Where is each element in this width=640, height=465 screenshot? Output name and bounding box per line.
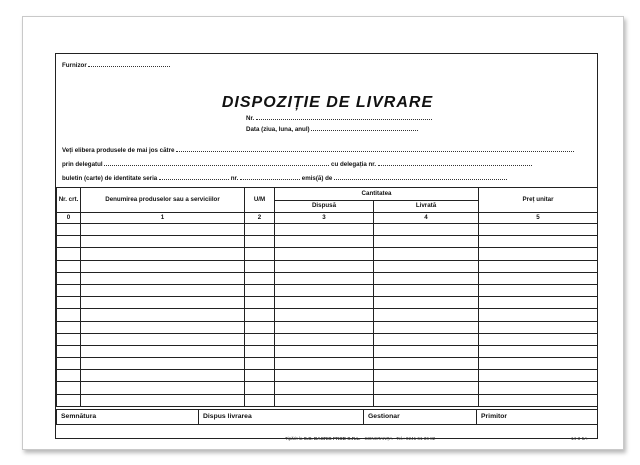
table-cell[interactable]	[275, 370, 374, 382]
table-cell[interactable]	[479, 394, 598, 406]
column-number: 3	[275, 213, 374, 224]
footer-semnatura: Semnătura	[57, 410, 199, 425]
table-cell[interactable]	[275, 333, 374, 345]
table-cell[interactable]	[81, 394, 245, 406]
table-cell[interactable]	[57, 236, 81, 248]
table-cell[interactable]	[245, 272, 275, 284]
table-cell[interactable]	[275, 345, 374, 357]
table-cell[interactable]	[57, 260, 81, 272]
table-row	[57, 333, 598, 345]
header-um: U/M	[245, 188, 275, 213]
nr-label: Nr.	[246, 115, 255, 122]
table-row	[57, 382, 598, 394]
table-cell[interactable]	[245, 382, 275, 394]
nr-field[interactable]	[256, 114, 432, 120]
table-row	[57, 260, 598, 272]
table-cell[interactable]	[245, 394, 275, 406]
furnizor-label: Furnizor	[62, 62, 87, 69]
table-row	[57, 284, 598, 296]
table-row	[57, 358, 598, 370]
table-cell[interactable]	[275, 248, 374, 260]
table-cell[interactable]	[81, 284, 245, 296]
table-cell[interactable]	[479, 272, 598, 284]
table-cell[interactable]	[57, 370, 81, 382]
header-cantitatea: Cantitatea	[275, 188, 479, 201]
id-nr-field[interactable]	[240, 174, 300, 180]
table-cell[interactable]	[57, 248, 81, 260]
table-row	[57, 321, 598, 333]
table-cell[interactable]	[275, 358, 374, 370]
table-cell[interactable]	[81, 382, 245, 394]
footer-dispus: Dispus livrarea	[199, 410, 364, 425]
table-row	[57, 224, 598, 236]
printer-prefix: Tipărit la	[285, 436, 303, 441]
table-cell[interactable]	[81, 370, 245, 382]
recipient-label: Veți elibera produsele de mai jos către	[62, 147, 175, 154]
table-cell[interactable]	[245, 297, 275, 309]
table-cell[interactable]	[57, 321, 81, 333]
table-cell[interactable]	[81, 236, 245, 248]
signature-footer	[56, 409, 598, 425]
delegation-field[interactable]	[378, 160, 532, 166]
table-cell[interactable]	[81, 333, 245, 345]
products-table	[56, 187, 598, 407]
printer-credit	[285, 436, 435, 441]
column-number: 2	[245, 213, 275, 224]
table-cell[interactable]	[275, 321, 374, 333]
data-field[interactable]	[311, 125, 418, 131]
table-cell[interactable]	[57, 394, 81, 406]
data-line	[246, 125, 418, 133]
table-cell[interactable]	[57, 284, 81, 296]
table-cell[interactable]	[479, 321, 598, 333]
table-cell[interactable]	[374, 236, 479, 248]
id-series-field[interactable]	[159, 174, 229, 180]
recipient-line	[62, 146, 574, 154]
header-pret: Preț unitar	[479, 188, 598, 213]
issued-by-field[interactable]	[334, 174, 507, 180]
table-cell[interactable]	[479, 382, 598, 394]
table-cell[interactable]	[245, 284, 275, 296]
form-code: 14-3-5A	[571, 436, 588, 441]
table-cell[interactable]	[479, 224, 598, 236]
table-cell[interactable]	[245, 236, 275, 248]
column-number: 4	[374, 213, 479, 224]
table-cell[interactable]	[275, 309, 374, 321]
table-cell[interactable]	[374, 333, 479, 345]
table-cell[interactable]	[81, 272, 245, 284]
table-cell[interactable]	[374, 394, 479, 406]
table-cell[interactable]	[57, 297, 81, 309]
table-cell[interactable]	[374, 297, 479, 309]
table-cell[interactable]	[374, 284, 479, 296]
table-cell[interactable]	[374, 248, 479, 260]
table-row	[57, 248, 598, 260]
table-cell[interactable]	[479, 358, 598, 370]
table-cell[interactable]	[57, 224, 81, 236]
delegate-label: prin delegatul	[62, 161, 103, 168]
footer-gestionar: Gestionar	[364, 410, 477, 425]
issued-by-label: emis(ă) de	[301, 175, 333, 182]
furnizor-field[interactable]	[88, 61, 170, 67]
table-row	[57, 309, 598, 321]
table-cell[interactable]	[245, 260, 275, 272]
table-cell[interactable]	[245, 345, 275, 357]
table-cell[interactable]	[374, 358, 479, 370]
delivery-form	[55, 53, 598, 439]
table-row	[57, 345, 598, 357]
table-cell[interactable]	[245, 248, 275, 260]
table-cell[interactable]	[479, 260, 598, 272]
table-cell[interactable]	[275, 284, 374, 296]
id-line	[62, 174, 507, 182]
table-cell[interactable]	[81, 345, 245, 357]
table-cell[interactable]	[81, 321, 245, 333]
table-row	[57, 297, 598, 309]
column-number: 5	[479, 213, 598, 224]
table-cell[interactable]	[57, 333, 81, 345]
page-title: DISPOZIȚIE DE LIVRARE	[221, 94, 434, 111]
delegate-field[interactable]	[104, 160, 329, 166]
table-cell[interactable]	[374, 272, 479, 284]
table-cell[interactable]	[479, 309, 598, 321]
table-row	[57, 272, 598, 284]
printer-suffix: - CONSTANȚA - Tel.: 0241 61 36 82	[361, 436, 436, 441]
nr-line	[246, 114, 432, 122]
table-cell[interactable]	[479, 370, 598, 382]
table-cell[interactable]	[81, 358, 245, 370]
table-cell[interactable]	[245, 370, 275, 382]
table-cell[interactable]	[81, 248, 245, 260]
table-cell[interactable]	[245, 224, 275, 236]
column-number: 0	[57, 213, 81, 224]
table-cell[interactable]	[275, 224, 374, 236]
table-cell[interactable]	[57, 272, 81, 284]
table-cell[interactable]	[479, 297, 598, 309]
table-cell[interactable]	[479, 248, 598, 260]
header-nr-crt: Nr. crt.	[57, 188, 81, 213]
delegate-line	[62, 160, 532, 168]
id-nr-label: nr.	[230, 175, 239, 182]
table-row	[57, 236, 598, 248]
table-cell[interactable]	[479, 284, 598, 296]
recipient-field[interactable]	[176, 146, 574, 152]
table-cell[interactable]	[81, 309, 245, 321]
table-cell[interactable]	[81, 224, 245, 236]
id-series-label: buletin (carte) de identitate seria	[62, 175, 158, 182]
table-cell[interactable]	[57, 358, 81, 370]
header-livrata: Livrată	[374, 201, 479, 213]
table-cell[interactable]	[374, 345, 479, 357]
table-cell[interactable]	[275, 394, 374, 406]
table-cell[interactable]	[57, 345, 81, 357]
table-cell[interactable]	[275, 272, 374, 284]
table-cell[interactable]	[245, 333, 275, 345]
blank-rows	[57, 224, 598, 407]
table-cell[interactable]	[57, 382, 81, 394]
table-cell[interactable]	[245, 321, 275, 333]
header-denumire: Denumirea produselor sau a serviciilor	[81, 188, 245, 213]
table-cell[interactable]	[275, 260, 374, 272]
table-cell[interactable]	[81, 260, 245, 272]
table-cell[interactable]	[245, 309, 275, 321]
table-cell[interactable]	[374, 382, 479, 394]
table-cell[interactable]	[275, 297, 374, 309]
column-number: 1	[81, 213, 245, 224]
table-cell[interactable]	[275, 382, 374, 394]
delegation-label: cu delegația nr.	[331, 161, 377, 168]
printer-name: S.C. DACRIS PROD S.R.L.	[303, 436, 361, 441]
table-cell[interactable]	[374, 224, 479, 236]
table-cell[interactable]	[374, 309, 479, 321]
data-label: Data (ziua, luna, anul)	[246, 126, 310, 133]
table-cell[interactable]	[57, 309, 81, 321]
table-row	[57, 394, 598, 406]
header-dispusa: Dispusă	[275, 201, 374, 213]
table-cell[interactable]	[479, 333, 598, 345]
table-cell[interactable]	[374, 260, 479, 272]
form-sheet	[22, 16, 624, 450]
table-cell[interactable]	[81, 297, 245, 309]
footer-primitor: Primitor	[477, 410, 598, 425]
table-cell[interactable]	[479, 236, 598, 248]
table-cell[interactable]	[374, 370, 479, 382]
table-cell[interactable]	[275, 236, 374, 248]
table-cell[interactable]	[479, 345, 598, 357]
table-cell[interactable]	[245, 358, 275, 370]
table-row	[57, 370, 598, 382]
furnizor-line	[62, 61, 170, 69]
table-cell[interactable]	[374, 321, 479, 333]
